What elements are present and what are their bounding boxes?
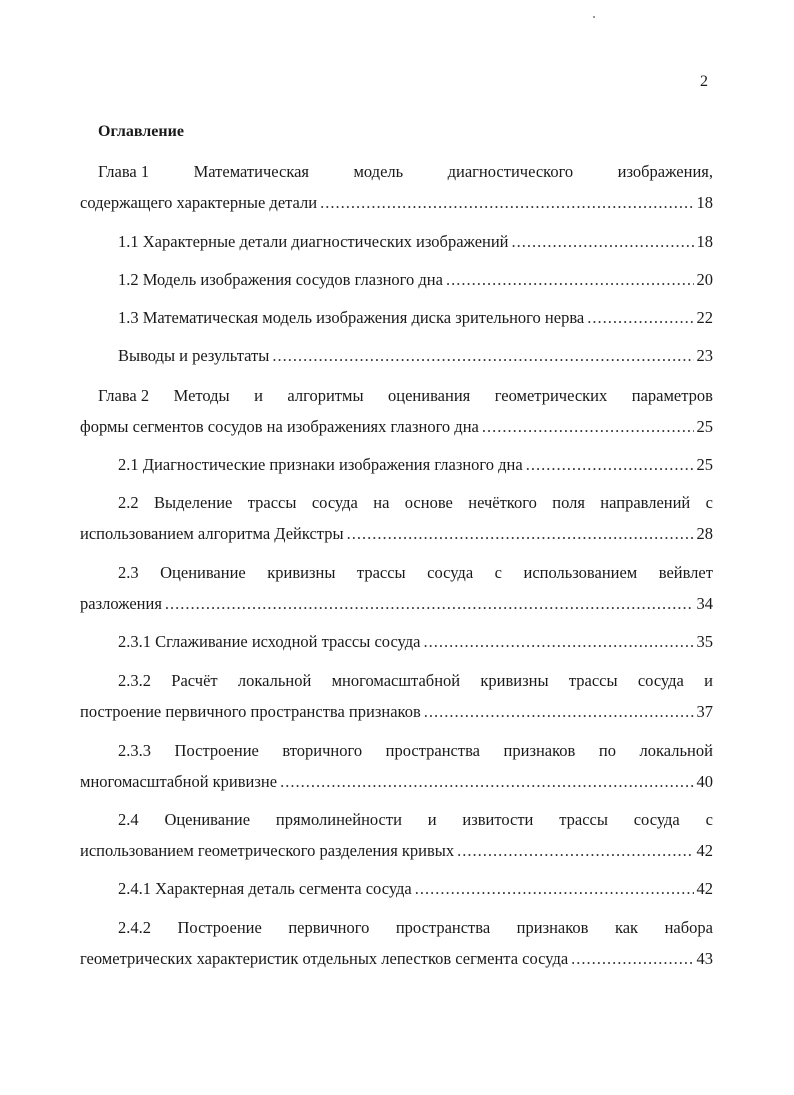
toc-word: трассы: [559, 810, 608, 829]
toc-entry-row: [118, 455, 713, 475]
toc-entry: [118, 632, 713, 652]
toc-entry-row: [80, 594, 713, 614]
toc-entry-title: использованием геометрического разделения кривых: [80, 841, 455, 860]
toc-page-number: 25: [696, 417, 713, 436]
toc-page-number: 42: [696, 841, 713, 860]
toc-entry-title: 2.3.1 Сглаживание исходной трассы сосуда: [118, 632, 421, 651]
toc-word: поля: [552, 493, 585, 512]
toc-entry-row: [80, 702, 713, 722]
toc-entry-title: формы сегментов сосудов на изображениях глазного дна: [80, 417, 479, 436]
toc-page-number: 28: [696, 524, 713, 543]
toc-entry-line1: [118, 810, 713, 830]
toc-word: Построение: [174, 741, 259, 760]
dot-leader: [512, 232, 694, 252]
toc-entry-line1: [118, 671, 713, 691]
toc-word: локальной: [237, 671, 312, 690]
toc-entry-line1: [118, 918, 713, 938]
toc-entry-row: [118, 308, 713, 328]
toc-entry-title: 1.2 Модель изображения сосудов глазного дна: [118, 270, 443, 289]
toc-entry-line2: [80, 841, 713, 861]
toc-entry-heading: [98, 162, 713, 182]
toc-word: 2.3: [118, 563, 139, 582]
toc-word: сосуда: [637, 671, 684, 690]
toc-word: признаков: [503, 741, 576, 760]
toc-word: Математическая: [193, 162, 309, 181]
toc-heading: Оглавление: [98, 123, 184, 140]
toc-entry: [118, 270, 713, 290]
toc-entry-title: многомасштабной кривизне: [80, 772, 278, 791]
toc-word: вейвлет: [658, 563, 713, 582]
toc-word: и: [704, 671, 713, 690]
dot-leader: [165, 594, 694, 614]
toc-entry-line2: [80, 524, 713, 544]
toc-entry-row: [80, 524, 713, 544]
dot-leader: [457, 841, 693, 861]
toc-word: Выделение: [154, 493, 233, 512]
toc-page-number: 43: [696, 949, 713, 968]
toc-word: сосуда: [427, 563, 474, 582]
dot-leader: [280, 772, 693, 792]
toc-word: 2.3.3: [118, 741, 151, 760]
dot-leader: [272, 346, 693, 366]
toc-page-number: 42: [696, 879, 713, 898]
toc-word: модель: [353, 162, 404, 181]
toc-word: сосуда: [633, 810, 680, 829]
toc-entry-heading: [118, 741, 713, 761]
toc-page-number: 22: [696, 308, 713, 327]
toc-entry-title: 2.1 Диагностические признаки изображения глазного дна: [118, 455, 523, 474]
toc-word: признаков: [516, 918, 589, 937]
toc-entry-title: использованием алгоритма Дейкстры: [80, 524, 344, 543]
toc-word: пространства: [395, 918, 491, 937]
toc-entry-title: 2.4.1 Характерная деталь сегмента сосуда: [118, 879, 412, 898]
toc-entry-line1: [118, 741, 713, 761]
toc-word: Оценивание: [160, 563, 246, 582]
toc-word: трассы: [568, 671, 618, 690]
toc-word: на: [373, 493, 390, 512]
toc-page-number: 18: [696, 232, 713, 251]
toc-entry-line2: [80, 417, 713, 437]
toc-entry: [118, 346, 713, 366]
dot-leader: [587, 308, 693, 328]
toc-entry-line2: [80, 193, 713, 213]
toc-word: алгоритмы: [287, 386, 364, 405]
toc-entry: [118, 308, 713, 328]
toc-entry-title: 1.1 Характерные детали диагностических изображений: [118, 232, 509, 251]
toc-entry-title: содержащего характерные детали: [80, 193, 318, 212]
toc-entry-line1: [98, 386, 713, 406]
dot-leader: [571, 949, 693, 969]
toc-entry-heading: [98, 386, 713, 406]
toc-page-number: 23: [696, 346, 713, 365]
toc-word: 2.3.2: [118, 671, 151, 690]
toc-entry-line1: [118, 563, 713, 583]
dot-leader: [424, 702, 694, 722]
chapter-number: Глава 2: [98, 386, 150, 405]
toc-word: с: [705, 493, 713, 512]
toc-word: 2.2: [118, 493, 139, 512]
toc-word: и: [427, 810, 437, 829]
toc-word: с: [494, 563, 502, 582]
dot-leader: [446, 270, 694, 290]
toc-word: диагностического: [447, 162, 574, 181]
toc-entry: [118, 455, 713, 475]
toc-word: Методы: [173, 386, 230, 405]
toc-word: 2.4: [118, 810, 139, 829]
toc-word: трассы: [247, 493, 297, 512]
page-number: 2: [700, 73, 708, 90]
toc-entry-title: построение первичного пространства признаков: [80, 702, 421, 721]
chapter-number: Глава 1: [98, 162, 150, 181]
toc-page-number: 18: [696, 193, 713, 212]
toc-entry: [118, 232, 713, 252]
toc-word: извитости: [462, 810, 534, 829]
toc-entry-title: Выводы и результаты: [118, 346, 270, 365]
toc-entry-row: [80, 841, 713, 861]
toc-word: изображения,: [617, 162, 713, 181]
toc-entry: [118, 879, 713, 899]
toc-word: как: [614, 918, 639, 937]
toc-entry-row: [118, 232, 713, 252]
toc-word: кривизны: [480, 671, 549, 690]
toc-page-number: 34: [696, 594, 713, 613]
toc-entry-title: геометрических характеристик отдельных лепестков сегмента сосуда: [80, 949, 569, 968]
toc-word: Оценивание: [164, 810, 251, 829]
toc-word: параметров: [631, 386, 713, 405]
toc-entry-line2: [80, 949, 713, 969]
toc-page-number: 35: [696, 632, 713, 651]
toc-page-number: 40: [696, 772, 713, 791]
toc-entry-heading: [118, 563, 713, 583]
toc-word: нечёткого: [468, 493, 537, 512]
toc-entry-row: [80, 193, 713, 213]
toc-page-number: 37: [696, 702, 713, 721]
toc-entry-line2: [80, 702, 713, 722]
toc-entry-heading: [118, 493, 713, 513]
dot-leader: [347, 524, 694, 544]
toc-entry-line1: [118, 493, 713, 513]
toc-word: кривизны: [267, 563, 336, 582]
toc-word: трассы: [356, 563, 406, 582]
toc-word: 2.4.2: [118, 918, 151, 937]
toc-word: и: [254, 386, 263, 405]
toc-entry-row: [80, 417, 713, 437]
toc-entry-heading: [118, 810, 713, 830]
toc-entry-line2: [80, 594, 713, 614]
dot-leader: [320, 193, 693, 213]
toc-entry-row: [118, 270, 713, 290]
toc-entry-row: [118, 632, 713, 652]
toc-entry-line1: [98, 162, 713, 182]
toc-word: пространства: [385, 741, 480, 760]
toc-page-number: 20: [696, 270, 713, 289]
toc-page-number: 25: [696, 455, 713, 474]
toc-word: оценивания: [388, 386, 471, 405]
toc-word: многомасштабной: [331, 671, 461, 690]
toc-entry-line2: [80, 772, 713, 792]
toc-word: с: [705, 810, 713, 829]
toc-word: использованием: [523, 563, 638, 582]
toc-word: основе: [404, 493, 453, 512]
toc-entry-title: 1.3 Математическая модель изображения диска зрительного нерва: [118, 308, 585, 327]
toc-word: Расчёт: [171, 671, 218, 690]
dot-leader: [482, 417, 694, 437]
toc-word: вторичного: [282, 741, 363, 760]
toc-entry-row: [80, 772, 713, 792]
toc-entry-title: разложения: [80, 594, 162, 613]
toc-entry-row: [80, 949, 713, 969]
dot-leader: [526, 455, 694, 475]
toc-word: прямолинейности: [275, 810, 402, 829]
dot-leader: [423, 632, 693, 652]
dot-leader: [415, 879, 694, 899]
toc-entry-heading: [118, 671, 713, 691]
toc-entry-row: [118, 879, 713, 899]
toc-entry-row: [118, 346, 713, 366]
toc-word: локальной: [639, 741, 713, 760]
toc-word: набора: [664, 918, 713, 937]
toc-word: первичного: [288, 918, 370, 937]
scan-speck: [593, 16, 595, 18]
toc-word: по: [598, 741, 616, 760]
toc-word: направлений: [600, 493, 691, 512]
toc-word: сосуда: [311, 493, 358, 512]
toc-entry-heading: [118, 918, 713, 938]
toc-word: Построение: [177, 918, 262, 937]
toc-word: геометрических: [494, 386, 608, 405]
